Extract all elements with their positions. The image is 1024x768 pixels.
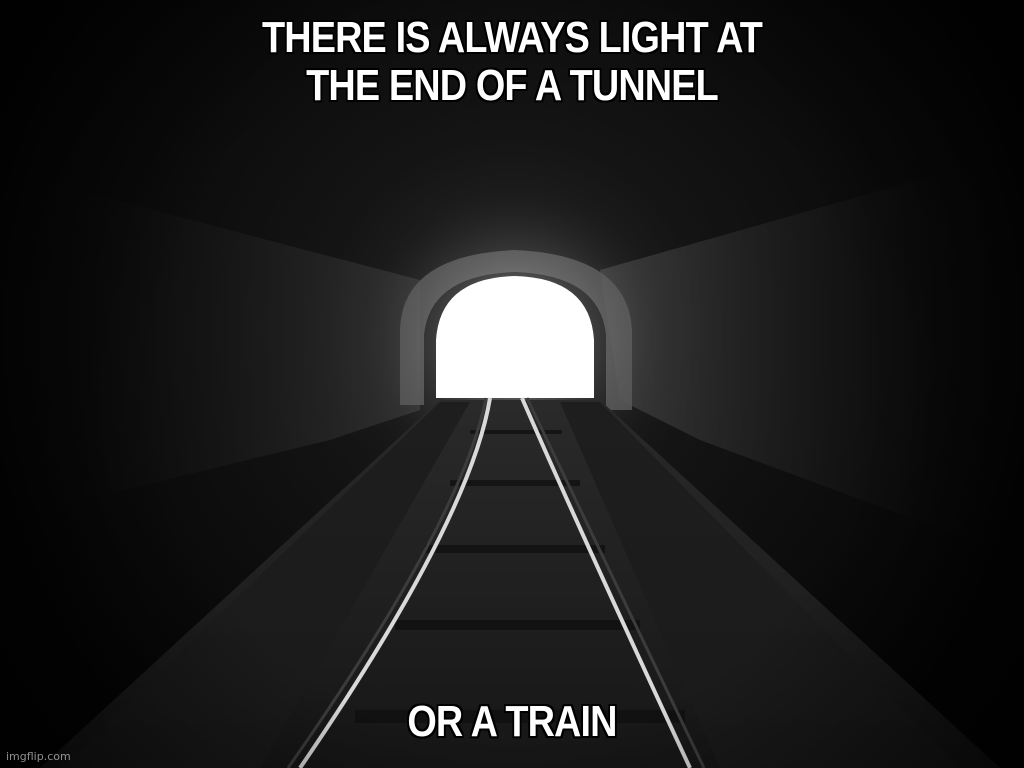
top-caption-line-2: THE END OF A TUNNEL [306, 61, 718, 110]
bottom-caption: OR A TRAIN [407, 697, 617, 746]
top-caption [72, 14, 953, 110]
top-caption-line-1: THERE IS ALWAYS LIGHT AT [261, 13, 763, 62]
imgflip-watermark: imgflip.com [6, 750, 71, 763]
